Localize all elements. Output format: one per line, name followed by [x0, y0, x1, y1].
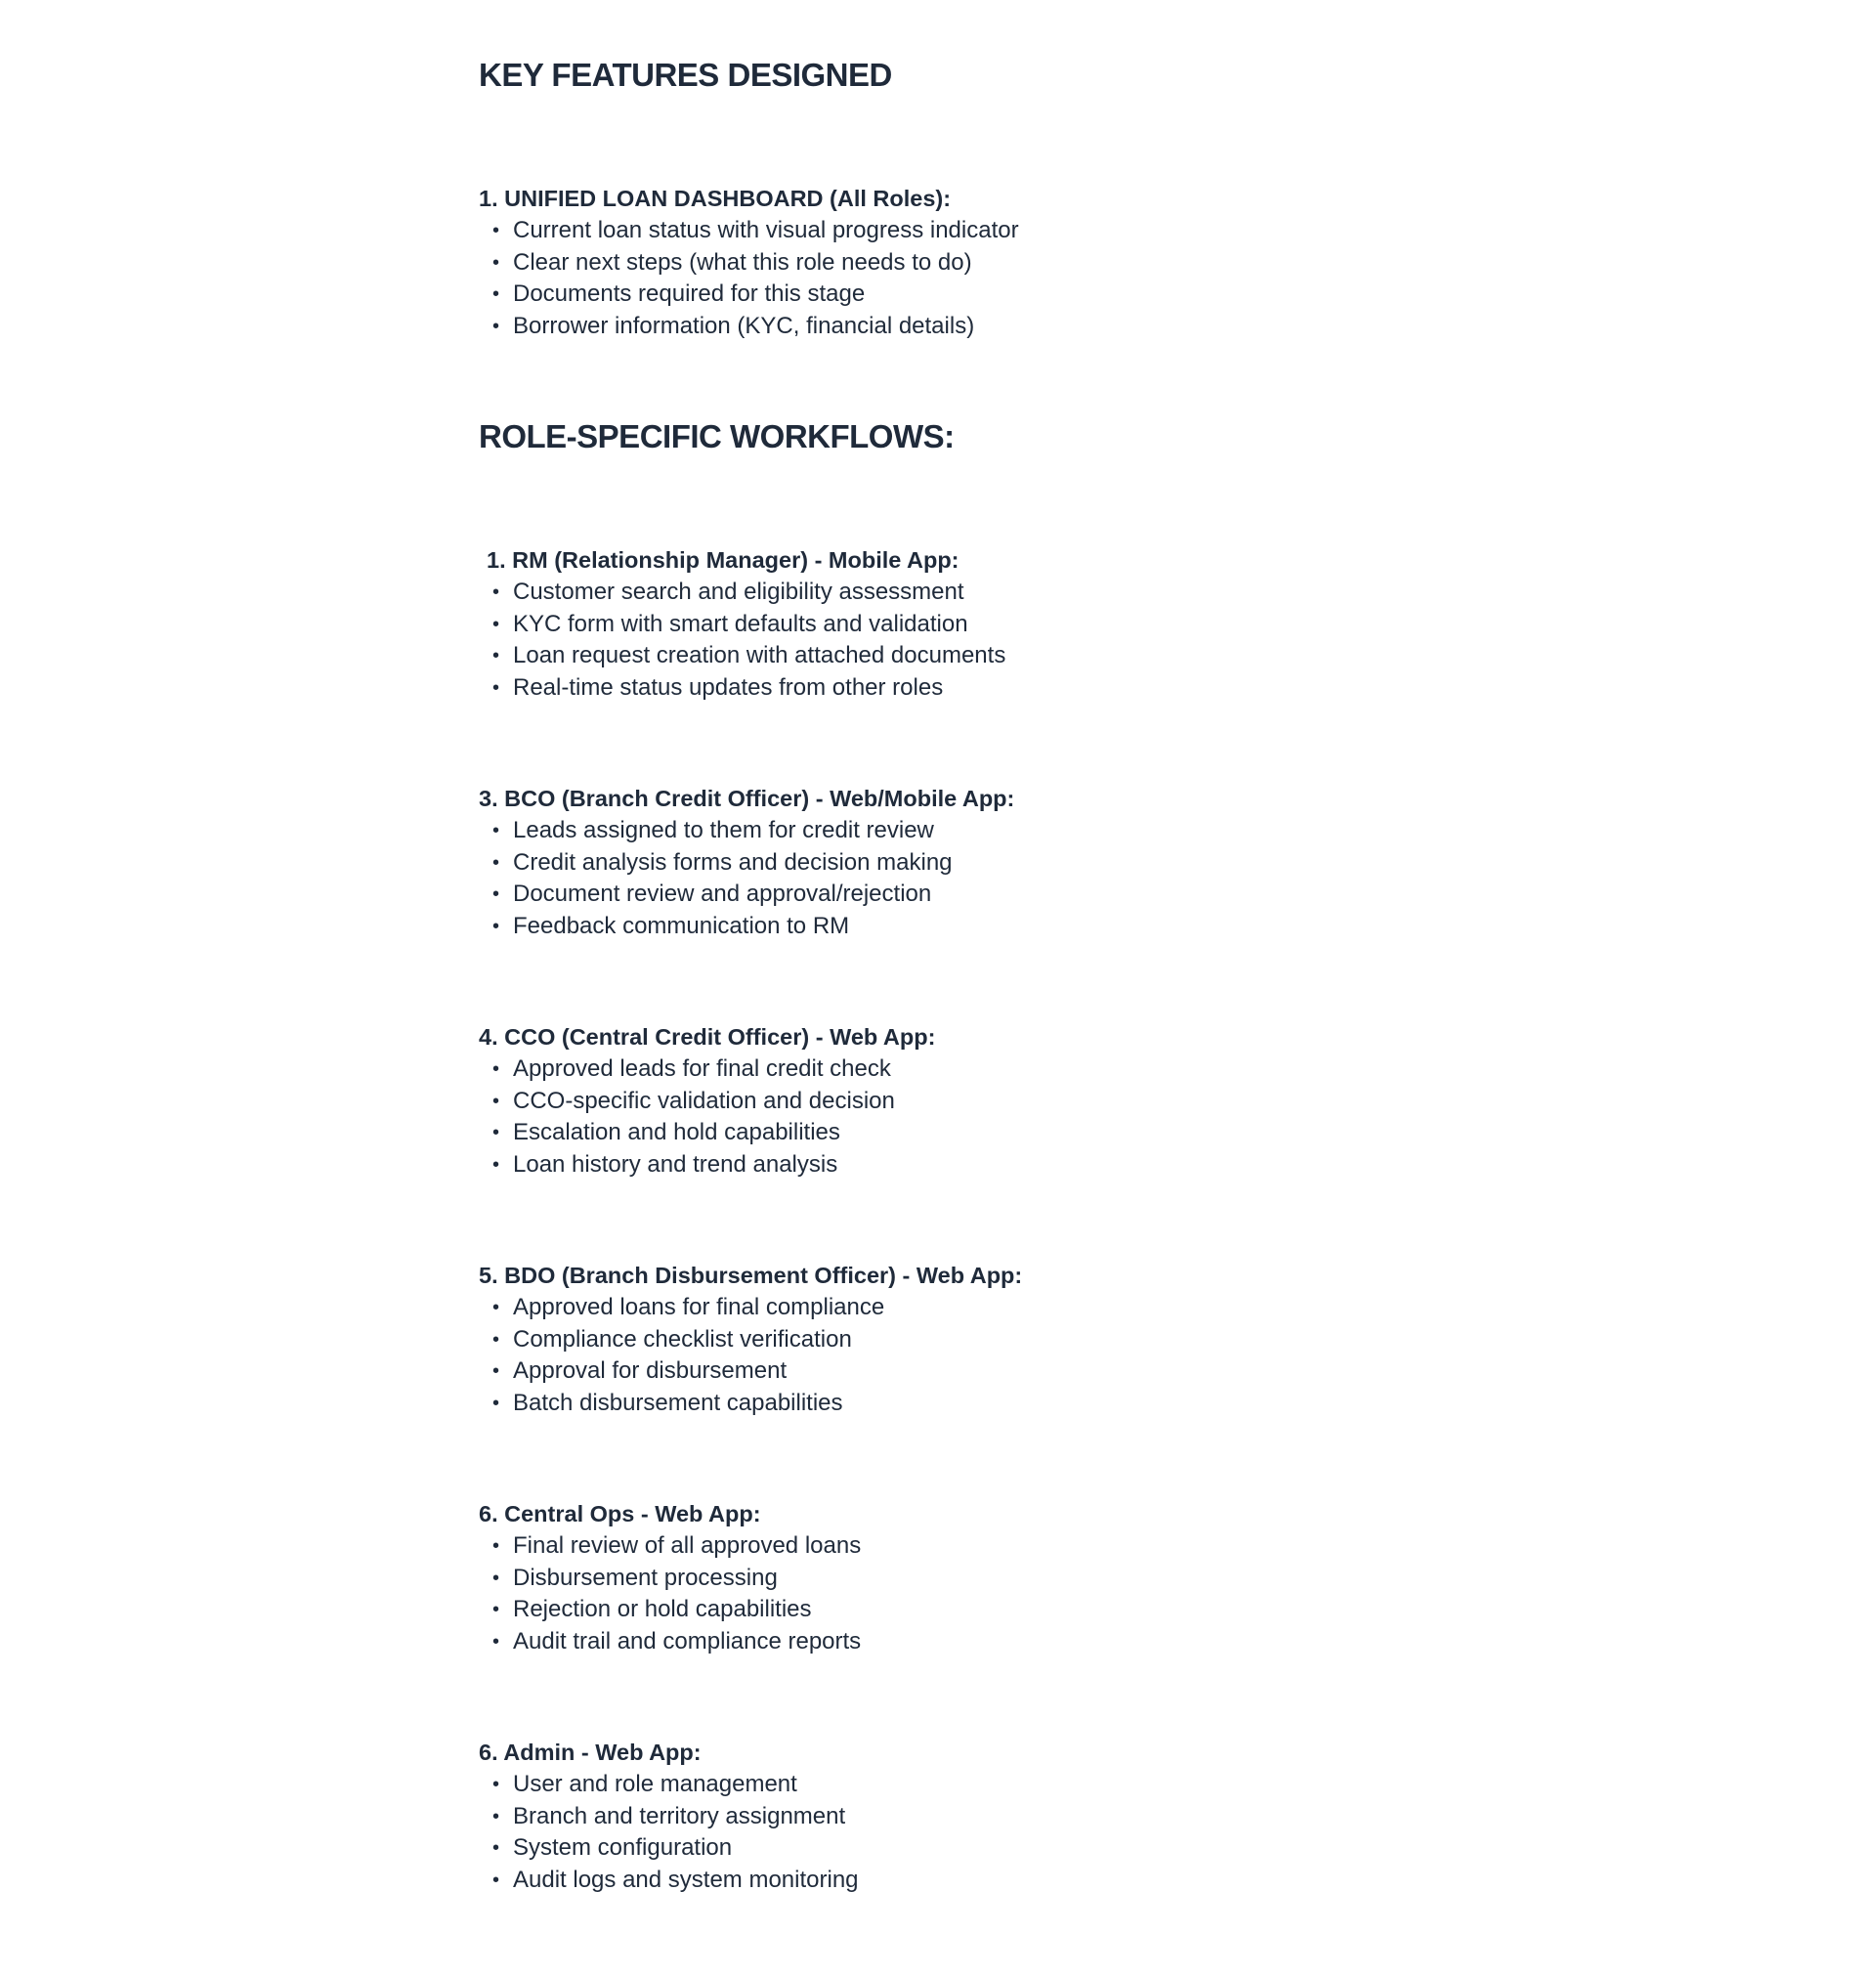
section-heading: 4. CCO (Central Credit Officer) - Web App:	[479, 1024, 936, 1050]
list-item: • Rejection or hold capabilities	[479, 1594, 861, 1626]
bullet-list	[479, 1530, 861, 1657]
bullet-icon: •	[492, 1360, 500, 1383]
bullet-icon: •	[492, 251, 500, 274]
list-item: • CCO-specific validation and decision	[479, 1086, 935, 1118]
bullet-icon: •	[492, 1392, 500, 1414]
bullet-icon: •	[492, 1122, 500, 1144]
bullet-icon: •	[492, 915, 500, 937]
list-item: • KYC form with smart defaults and validation	[479, 609, 1005, 641]
list-item: • Document review and approval/rejection	[479, 879, 1014, 911]
list-item: • Credit analysis forms and decision making	[479, 847, 1014, 880]
bullet-icon: •	[492, 283, 500, 306]
list-item: • Borrower information (KYC, financial details)	[479, 311, 1019, 343]
section-central-ops	[479, 1498, 861, 1657]
bullet-list	[479, 815, 1014, 942]
bullet-icon: •	[492, 851, 500, 874]
list-item: • Approval for disbursement	[479, 1355, 1022, 1388]
bullet-icon: •	[492, 820, 500, 841]
list-item: • Audit logs and system monitoring	[479, 1865, 859, 1897]
bullet-icon: •	[492, 613, 500, 635]
bullet-icon: •	[492, 1774, 500, 1795]
list-item: • Current loan status with visual progress indicator	[479, 215, 1019, 247]
bullet-icon: •	[492, 883, 500, 906]
page-subtitle: ROLE-SPECIFIC WORKFLOWS:	[479, 418, 955, 454]
list-item: • Approved loans for final compliance	[479, 1292, 1022, 1324]
section-bdo	[479, 1260, 1022, 1419]
section-heading: 1. RM (Relationship Manager) - Mobile App:	[487, 547, 959, 573]
section-admin	[479, 1737, 859, 1896]
section-bco	[479, 783, 1014, 942]
section-heading: 5. BDO (Branch Disbursement Officer) - Web App:	[479, 1263, 1023, 1288]
bullet-list	[479, 1292, 1022, 1419]
page-title: KEY FEATURES DESIGNED	[479, 57, 892, 93]
bullet-icon: •	[492, 220, 500, 241]
list-item: • Real-time status updates from other roles	[479, 672, 1005, 705]
bullet-icon: •	[492, 676, 500, 699]
list-item: • Escalation and hold capabilities	[479, 1117, 935, 1149]
list-item: • Clear next steps (what this role needs to do)	[479, 247, 1019, 279]
list-item: • Documents required for this stage	[479, 279, 1019, 311]
list-item: • Customer search and eligibility assessment	[479, 577, 1005, 609]
list-item: • Loan request creation with attached documents	[479, 640, 1005, 672]
bullet-icon: •	[492, 1805, 500, 1827]
section-heading: 6. Admin - Web App:	[479, 1740, 702, 1765]
bullet-icon: •	[492, 1599, 500, 1621]
bullet-icon: •	[492, 581, 500, 603]
list-item: • Final review of all approved loans	[479, 1530, 861, 1563]
bullet-list	[479, 1769, 859, 1896]
list-item: • Approved leads for final credit check	[479, 1053, 935, 1086]
list-item: • Branch and territory assignment	[479, 1801, 859, 1833]
bullet-icon: •	[492, 315, 500, 337]
section-heading: 6. Central Ops - Web App:	[479, 1501, 761, 1526]
list-item: • Leads assigned to them for credit review	[479, 815, 1014, 847]
list-item: • Compliance checklist verification	[479, 1324, 1022, 1356]
bullet-icon: •	[492, 1297, 500, 1318]
bullet-list	[479, 1053, 935, 1181]
list-item: • Loan history and trend analysis	[479, 1149, 935, 1182]
bullet-list	[479, 215, 1019, 342]
section-heading: 3. BCO (Branch Credit Officer) - Web/Mobile App:	[479, 786, 1015, 811]
bullet-icon: •	[492, 645, 500, 667]
bullet-icon: •	[492, 1869, 500, 1891]
bullet-list	[479, 577, 1005, 704]
bullet-icon: •	[492, 1328, 500, 1351]
list-item: • Disbursement processing	[479, 1563, 861, 1595]
bullet-icon: •	[492, 1058, 500, 1080]
section-cco	[479, 1021, 935, 1181]
bullet-icon: •	[492, 1090, 500, 1112]
bullet-icon: •	[492, 1535, 500, 1557]
section-heading: 1. UNIFIED LOAN DASHBOARD (All Roles):	[479, 186, 952, 211]
list-item: • System configuration	[479, 1832, 859, 1865]
section-rm	[479, 544, 1005, 704]
bullet-icon: •	[492, 1567, 500, 1589]
list-item: • Feedback communication to RM	[479, 911, 1014, 943]
bullet-icon: •	[492, 1837, 500, 1860]
bullet-icon: •	[492, 1630, 500, 1653]
list-item: • Batch disbursement capabilities	[479, 1388, 1022, 1420]
section-unified-dashboard	[479, 183, 1019, 342]
list-item: • Audit trail and compliance reports	[479, 1626, 861, 1658]
list-item: • User and role management	[479, 1769, 859, 1801]
bullet-icon: •	[492, 1153, 500, 1176]
